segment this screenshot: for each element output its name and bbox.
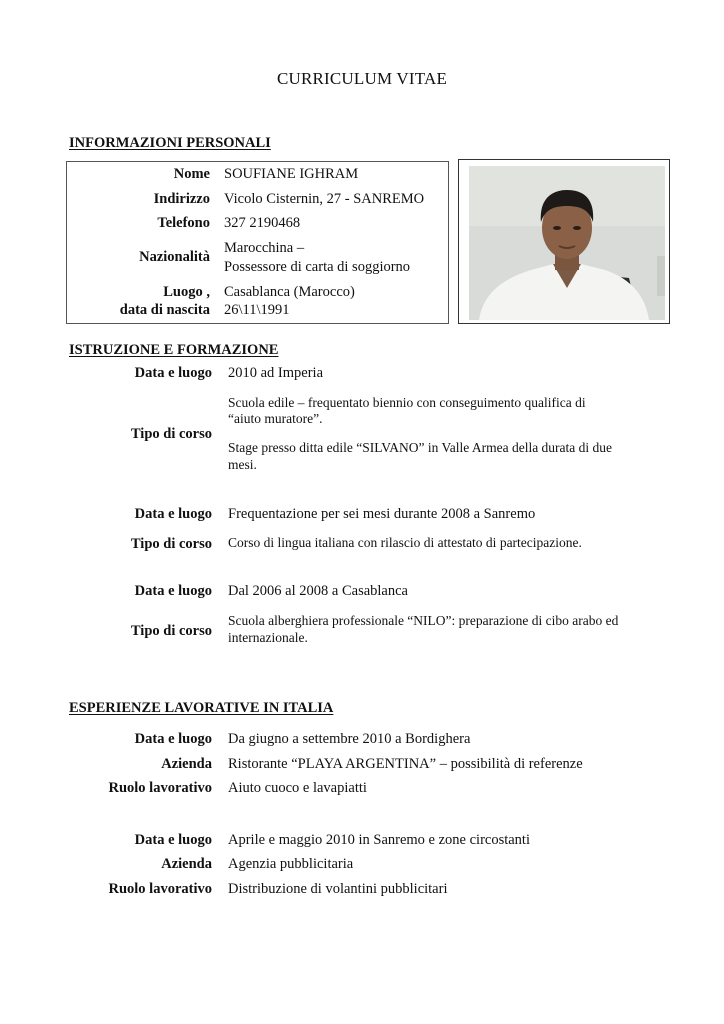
work2-company-value: Agenzia pubblicitaria xyxy=(228,856,354,872)
edu1-course-line1: Scuola edile – frequentato biennio con conseguimento qualifica di xyxy=(228,395,586,410)
portrait-image xyxy=(469,166,665,320)
phone-value: 327 2190468 xyxy=(224,215,301,231)
edu2-course-value: Corso di lingua italiana con rilascio di attestato di partecipazione. xyxy=(228,535,582,550)
edu3-course-line1: Scuola alberghiera professionale “NILO”: preparazione di cibo arabo ed xyxy=(228,613,619,628)
work1-date-value: Da giugno a settembre 2010 a Bordighera xyxy=(228,731,471,747)
edu1-course-label: Tipo di corso xyxy=(130,426,212,442)
name-value: SOUFIANE IGHRAM xyxy=(224,166,359,182)
portrait-photo xyxy=(469,166,665,320)
edu2-date-label: Data e luogo xyxy=(134,506,212,522)
edu3-date-value: Dal 2006 al 2008 a Casablanca xyxy=(228,583,408,599)
address-label: Indirizzo xyxy=(153,191,210,207)
work2-company-label: Azienda xyxy=(161,856,212,872)
work1-date-label: Data e luogo xyxy=(134,731,212,747)
address-value: Vicolo Cisternin, 27 - SANREMO xyxy=(224,191,425,207)
edu1-course-line2: “aiuto muratore”. xyxy=(228,411,323,426)
edu1-course-line4: mesi. xyxy=(228,457,257,472)
work2-role-label: Ruolo lavorativo xyxy=(108,881,212,897)
nationality-value-line1: Marocchina – xyxy=(224,240,305,256)
nationality-label: Nazionalità xyxy=(139,249,210,265)
nationality-value-line2: Possessore di carta di soggiorno xyxy=(224,259,411,275)
section-heading-education: ISTRUZIONE E FORMAZIONE xyxy=(69,342,279,358)
edu3-course-label: Tipo di corso xyxy=(130,623,212,639)
edu3-date-label: Data e luogo xyxy=(134,583,212,599)
edu3-course-line2: internazionale. xyxy=(228,630,308,645)
work2-role-value: Distribuzione di volantini pubblicitari xyxy=(228,881,448,897)
work1-role-value: Aiuto cuoco e lavapiatti xyxy=(228,780,367,796)
edu1-date-label: Data e luogo xyxy=(134,365,212,381)
work2-date-label: Data e luogo xyxy=(134,832,212,848)
edu1-course-line3: Stage presso ditta edile “SILVANO” in Valle Armea della durata di due xyxy=(228,440,613,455)
birth-label-line2: data di nascita xyxy=(119,302,210,318)
work2-date-value: Aprile e maggio 2010 in Sanremo e zone circostanti xyxy=(228,832,530,848)
section-heading-work: ESPERIENZE LAVORATIVE IN ITALIA xyxy=(69,700,334,716)
photo-frame xyxy=(458,159,670,324)
work1-company-value: Ristorante “PLAYA ARGENTINA” – possibilità di referenze xyxy=(228,756,583,772)
phone-label: Telefono xyxy=(157,215,210,231)
work1-role-label: Ruolo lavorativo xyxy=(108,780,212,796)
section-heading-personal: INFORMAZIONI PERSONALI xyxy=(69,135,271,151)
birth-place-value: Casablanca (Marocco) xyxy=(224,284,355,300)
birth-label-line1: Luogo , xyxy=(163,284,210,300)
birth-date-value: 26\11\1991 xyxy=(224,302,290,318)
work1-company-label: Azienda xyxy=(161,756,212,772)
name-label: Nome xyxy=(173,166,210,182)
edu2-course-label: Tipo di corso xyxy=(130,536,212,552)
edu1-date-value: 2010 ad Imperia xyxy=(228,365,324,381)
page-title: CURRICULUM VITAE xyxy=(276,69,448,88)
edu2-date-value: Frequentazione per sei mesi durante 2008 a Sanremo xyxy=(228,506,536,522)
